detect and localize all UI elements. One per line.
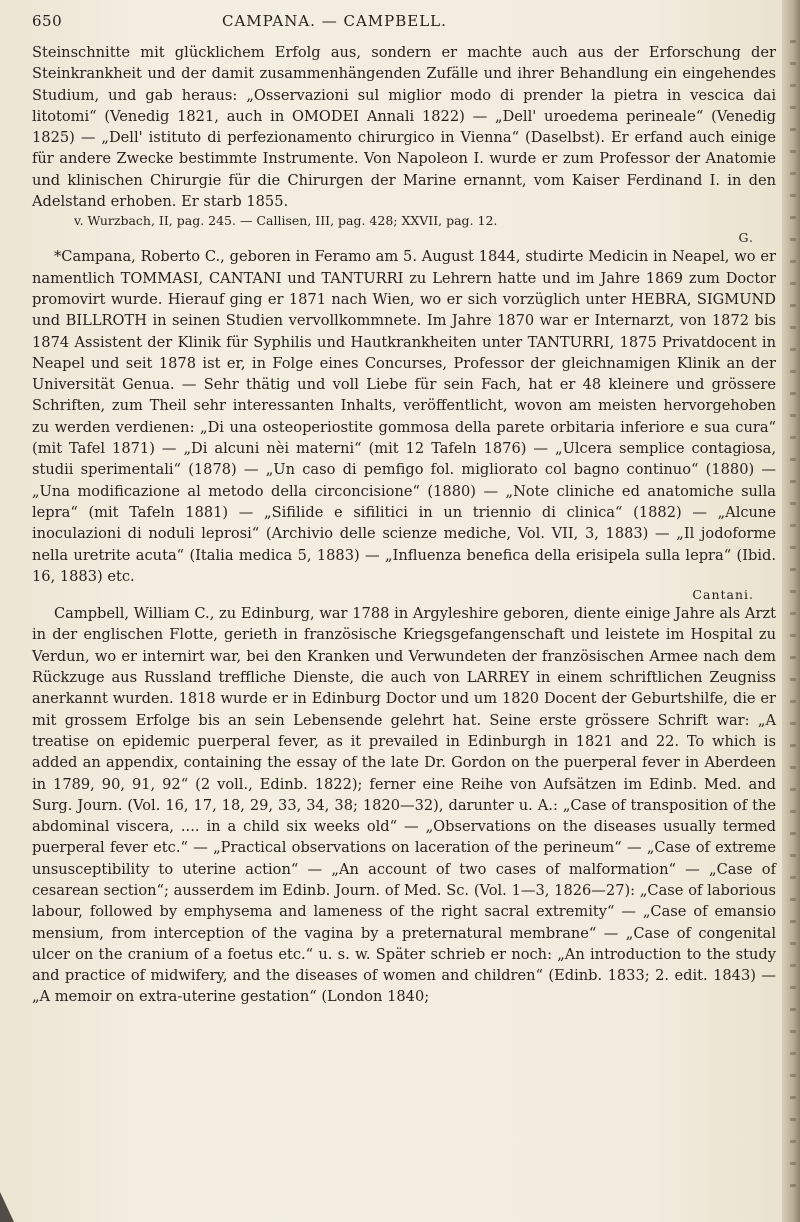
entry-previous-references: v. Wurzbach, II, pag. 245. — Callisen, III, pag. 428; XXVII, pag. 12. [74, 213, 498, 229]
entry-campana-text: *Campana, Roberto C., geboren in Feramo am 5. August 1844, studirte Medicin in Neapel, wo er namentlich TOMMASI, CANTANI und TANTURRI zu Lehrern hatte und im Jahre 1869 zum Doctor promovirt wurde. Hierauf ging er 1871 nach Wien, wo er sich vorzüglich unter HEBRA, SIGMUND und BILLROTH in seinen Studien vervollkommnete. Im Jahre 1870 war er Internarzt, von 1872 bis 1874 Assistent der Klinik für Syphilis und Hautkrankheiten unter TANTURRI, 1875 Privatdocent in Neapel und seit 1878 ist er, in Folge eines Concurses, Professor der gleichnamigen Klinik an der Universität Genua. — Sehr thätig und voll Liebe für sein Fach, hat er 48 kleinere und grössere Schriften, zum Theil sehr interessanten Inhalts, veröffentlicht, wovon am meisten hervorgehoben zu werden verdienen: „Di una osteoperiostite gommosa della parete orbitaria inferiore e sua cura“ (mit Tafel 1871) — „Di alcuni nèi materni“ (mit 12 Tafeln 1876) — „Ulcera semplice contagiosa, studii sperimentali“ (1878) — „Un caso di pemfigo fol. migliorato col bagno continuo“ (1880) — „Una modificazione al metodo della circoncisione“ (1880) — „Note cliniche ed anatomiche sulla lepra“ (mit Tafeln 1881) — „Sifilide e sifilitici in un triennio di clinica“ (1882) — „Alcune inoculazioni di noduli leprosi“ (Archivio delle scienze mediche, Vol. VII, 3, 1883) — „Il jodoforme nella uretrite acuta“ (Italia medica 5, 1883) — „Influenza benefica della erisipela sulla lepra“ (Ibid. 16, 1883) etc. [32, 248, 776, 585]
page-header [32, 12, 772, 34]
entry-campbell-text: Campbell, William C., zu Edinburg, war 1788 in Argyleshire geboren, diente einige Jahre als Arzt in der englischen Flotte, gerieth in französische Kriegsgefangenschaft und leistete im Hospital zu Verdun, wo er internirt war, bei den Kranken und Verwundeten der französischen Armee nach dem Rückzuge aus Russland treffliche Dienste, die auch von LARREY in einem schriftlichen Zeugniss anerkannt wurden. 1818 wurde er in Edinburg Doctor und um 1820 Docent der Geburtshilfe, die er mit grossem Erfolge bis an sein Lebensende gelehrt hat. Seine erste grössere Schrift war: „A treatise on epidemic puerperal fever, as it prevailed in Edinburgh in 1821 and 22. To which is added an appendix, containing the essay of the late Dr. Gordon on the puerperal fever in Aberdeen in 1789, 90, 91, 92“ (2 voll., Edinb. 1822); ferner eine Reihe von Aufsätzen im Edinb. Med. and Surg. Journ. (Vol. 16, 17, 18, 29, 33, 34, 38; 1820—32), darunter u. A.: „Case of transposition of the abdominal viscera, .... in a child six weeks old“ — „Observations on the diseases usually termed puerperal fever etc.“ — „Practical observations on laceration of the perineum“ — „Case of extreme unsusceptibility to uterine action“ — „An account of two cases of malformation“ — „Case of cesarean section“; ausserdem im Edinb. Journ. of Med. Sc. (Vol. 1—3, 1826—27): „Case of laborious labour, followed by emphysema and lameness of the right sacral extremity“ — „Case of emansio mensium, from interception of the vagina by a preternatural membrane“ — „Case of congenital ulcer on the cranium of a foetus etc.“ u. s. w. Später schrieb er noch: „An introduction to the study and practice of midwifery, and the diseases of women and children“ (Edinb. 1833; 2. edit. 1843) — „A memoir on extra-uterine gestation“ (London 1840; [32, 605, 776, 1006]
entry-previous-signature: G. [738, 230, 754, 246]
page-edge [782, 0, 800, 1222]
page-content [32, 42, 776, 1008]
page-number: 650 [32, 12, 63, 30]
edge-marks [790, 40, 796, 1190]
corner-mark [0, 1192, 14, 1222]
entry-previous-text: Steinschnitte mit glücklichem Erfolg aus, sondern er machte auch aus der Erforschung der Steinkrankheit und der damit zusammenhängenden Zufälle und ihrer Behandlung ein eingehendes Studium, und gab heraus: „Osservazioni sul miglior modo di prender la pietra in vescica dai litotomi“ (Venedig 1821, auch in OMODEI Annali 1822) — „Dell' uroedema perineale“ (Venedig 1825) — „Dell' istituto di perfezionamento chirurgico in Vienna“ (Daselbst). Er erfand auch einige für andere Zwecke bestimmte Instrumente. Von Napoleon I. wurde er zum Professor der Anatomie und klinischen Chirurgie für die Chirurgen der Marine ernannt, vom Kaiser Ferdinand I. in den Adelstand erhoben. Er starb 1855. [32, 44, 776, 211]
running-head: CAMPANA. — CAMPBELL. [222, 12, 447, 30]
entry-campana-signature: Cantani. [692, 587, 754, 603]
